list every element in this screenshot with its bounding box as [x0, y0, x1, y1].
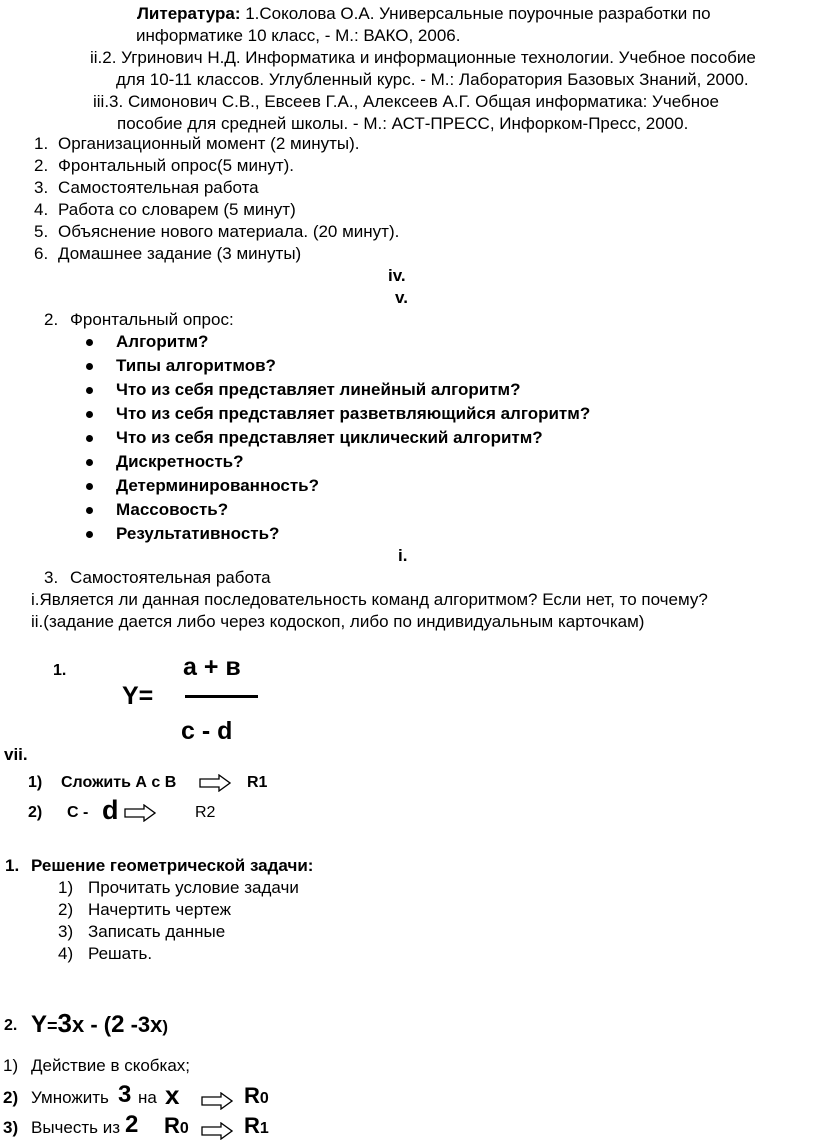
roman-marker-i: i.: [398, 546, 408, 565]
bullet-icon: [84, 499, 98, 521]
implies-arrow-icon: [201, 1122, 233, 1140]
task-1-number: 1.: [53, 662, 67, 679]
survey-question: Типы алгоритмов?: [116, 356, 276, 375]
literature-item-3-cont: пособие для средней школы. - М.: АСТ-ПРЕСС, Инфорком-Пресс, 2000.: [117, 114, 689, 133]
bullet-icon: [84, 523, 98, 545]
independent-line-2: ii.(задание дается либо через кодоскоп, либо по индивидуальным карточкам): [31, 612, 645, 631]
fraction-bar: [185, 695, 258, 698]
implies-arrow-icon: [199, 774, 231, 792]
formula-denominator: с - d: [181, 717, 233, 745]
step-text: Умножить: [31, 1088, 109, 1107]
result-r2: R2: [195, 804, 216, 821]
literature-item-3: iii.3. Симонович С.В., Евсеев Г.А., Алексеев А.Г. Общая информатика: Учебное: [93, 92, 720, 111]
formula-numerator: а + в: [183, 653, 241, 681]
step-value-2: 2: [125, 1111, 139, 1138]
step-text-d: d: [102, 795, 119, 825]
bullet-icon: [84, 331, 98, 353]
step-number: 3): [3, 1118, 19, 1137]
roman-marker-v: v.: [395, 288, 408, 307]
independent-line-1: i.Является ли данная последовательность команд алгоритмом? Если нет, то почему?: [31, 590, 708, 609]
step-number: 1): [3, 1056, 19, 1075]
geometry-heading: 1. Решение геометрической задачи:: [5, 856, 314, 875]
bullet-icon: [84, 475, 98, 497]
bullet-icon: [84, 379, 98, 401]
step-text: на: [138, 1088, 157, 1107]
step-text: С -: [67, 804, 89, 821]
survey-question: Дискретность?: [116, 452, 244, 471]
result-r1: R1: [247, 774, 268, 791]
task-2-number: 2.: [4, 1017, 18, 1034]
literature-item-2-cont: для 10-11 классов. Углубленный курс. - М.: Лаборатория Базовых Знаний, 2000.: [116, 70, 749, 89]
plan-item: 5. Объяснение нового материала. (20 минут).: [34, 222, 400, 241]
survey-question: Что из себя представляет линейный алгоритм?: [116, 380, 521, 399]
formula-2: Y=3х - (2 -3х): [31, 1008, 169, 1038]
step-number: 1): [28, 774, 43, 791]
survey-question: Что из себя представляет разветвляющийся алгоритм?: [116, 404, 591, 423]
bullet-icon: [84, 427, 98, 449]
literature-line-1: [137, 3, 711, 25]
survey-question: Алгоритм?: [116, 332, 209, 351]
plan-item: 2. Фронтальный опрос(5 минут).: [34, 156, 295, 175]
survey-question: Детерминированность?: [116, 476, 319, 495]
bullet-icon: [84, 355, 98, 377]
step-text: Действие в скобках;: [31, 1056, 191, 1075]
step-value-3: 3: [118, 1081, 132, 1108]
result-r1: R1: [244, 1113, 269, 1138]
survey-question: Результативность?: [116, 524, 280, 543]
bullet-icon: [84, 403, 98, 425]
step-number: 2): [28, 804, 43, 821]
plan-item: 3. Самостоятельная работа: [34, 178, 259, 197]
bullet-icon: [84, 451, 98, 473]
implies-arrow-icon: [124, 804, 156, 822]
plan-item: 1. Организационный момент (2 минуты).: [34, 134, 360, 153]
survey-heading: 2. Фронтальный опрос:: [44, 310, 234, 329]
roman-marker-vii: vii.: [4, 745, 28, 764]
step-value-x: х: [165, 1080, 180, 1110]
implies-arrow-icon: [201, 1092, 233, 1110]
step-number: 2): [3, 1088, 19, 1107]
survey-question: Что из себя представляет циклический алгоритм?: [116, 428, 543, 447]
literature-label: Литература:: [137, 4, 241, 23]
plan-item: 4. Работа со словарем (5 минут): [34, 200, 296, 219]
formula-y: Y=: [122, 682, 154, 710]
literature-item-2: ii.2. Угринович Н.Д. Информатика и информационные технологии. Учебное пособие: [90, 48, 756, 67]
literature-item-1-cont: информатике 10 класс, - М.: ВАКО, 2006.: [136, 26, 461, 45]
result-r0: R0: [244, 1083, 269, 1108]
literature-item-1: 1.Соколова О.А. Универсальные поурочные разработки по: [240, 4, 711, 23]
step-text: Сложить А с В: [61, 774, 177, 791]
plan-item: 6. Домашнее задание (3 минуты): [34, 244, 302, 263]
geometry-step: 3) Записать данные: [58, 922, 226, 941]
step-text: Вычесть из: [31, 1118, 121, 1137]
survey-question: Массовость?: [116, 500, 229, 519]
roman-marker-iv: iv.: [388, 266, 406, 285]
operand-r0: R0: [164, 1113, 189, 1138]
geometry-step: 2) Начертить чертеж: [58, 900, 232, 919]
geometry-step: 1) Прочитать условие задачи: [58, 878, 299, 897]
independent-heading: 3. Самостоятельная работа: [44, 568, 271, 587]
geometry-step: 4) Решать.: [58, 944, 153, 963]
